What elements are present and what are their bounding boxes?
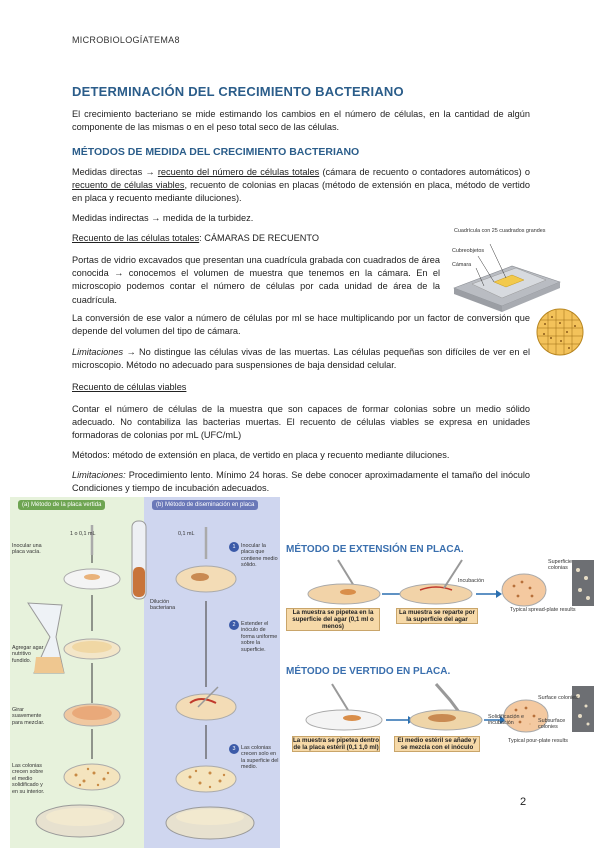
total-count-limitations [72,346,530,372]
spread-surface-label: Superficie colonias [548,559,572,572]
grid-micrograph-illustration [536,308,584,356]
total-count-heading-link: Recuento de las células totales [72,233,200,243]
section-heading: MÉTODOS DE MEDIDA DEL CRECIMIENTO BACTERIANO [72,146,360,158]
a-step-1: Inocular una placa vacía. [12,543,42,556]
limitations-text-1: → No distingue las células vivas de las muertas. Las células pequeñas son difíciles de ver en el microscopio. Método no adecuado para suspensiones de baja densidad celular. [72,347,530,371]
intro-paragraph: El crecimiento bacteriano se mide estimando los cambios en el número de células, en la cantidad de algún componente de las mismas o en el peso total seco de las células. [72,109,530,133]
tube-label: Dilución bacteriana [150,599,176,612]
chamber-label-cover: Cubreobjetos [452,248,485,254]
panel-b-volume: 0,1 mL [178,531,195,537]
total-count-heading [72,232,452,245]
direct-measures-paragraph [72,166,530,206]
b-step-2: Extender el inóculo de forma uniforme sobre la superficie. [241,621,278,653]
viable-count-limitations [72,469,530,495]
spread-method-title: MÉTODO DE EXTENSIÓN EN PLACA. [286,544,464,555]
page-number: 2 [520,796,527,808]
viable-count-paragraph-1: Contar el número de células de la muestra que son capaces de formar colonias sobre un medio sólido adecuado. No contabiliza las bacterias muertas. El recuento de células viables se expresa en unidades formadoras de colonias por mL (UFC/mL) [72,404,530,441]
a-step-3: Girar suavemente para mezclar. [12,707,45,726]
a-step-2: Agregar agar nutritivo fundido. [12,645,44,664]
pour-result-label: Typical pour-plate results [508,738,568,744]
panel-b-title: (b) Método de diseminación en placa [152,500,258,510]
counting-chamber-illustration [450,226,562,316]
pour-method-title: MÉTODO DE VERTIDO EN PLACA. [286,666,451,677]
pour-surface-label: Surface colonies [538,695,578,701]
pour-caption-1: La muestra se pipetea dentro de la placa estéril (0,1 1,0 ml) [293,737,379,751]
direct-lead: Medidas directas → [72,167,158,177]
plating-methods-figure [10,497,280,848]
b-step-number-1: 1 [232,544,236,550]
viable-count-heading: Recuento de células viables [72,382,187,392]
b-step-number-2: 2 [232,622,236,628]
spread-result-label: Typical spread-plate results [510,607,576,613]
limitations-label-1: Limitaciones [72,347,124,357]
direct-mid: (cámara de recuento o contadores automáticos) o [319,167,530,177]
total-count-paragraph-2: La conversión de ese valor a número de células por ml se hace multiplicando por un factor de conversión que depende del volumen del tipo de cámara. [72,313,530,337]
chamber-label-chamber: Cámara [452,262,472,268]
pour-incubation-label: Solidificación e incubación [488,714,524,727]
viable-count-paragraph-2: Métodos: método de extensión en placa, de vertido en placa y recuento mediante diluciones. [72,450,450,460]
b-step-3: Las colonias crecen solo en la superficie del medio. [241,745,279,771]
spread-caption-2: La muestra se reparte por la superficie del agar [396,608,478,624]
pour-caption-2: El medio estéril se añade y se mezcla con el inóculo [394,736,480,752]
indirect-measures-paragraph: Medidas indirectas → medida de la turbidez. [72,213,254,223]
b-step-1: Inocular la placa que contiene medio sólido. [241,543,278,569]
total-count-paragraph-1: Portas de vidrio excavados que presentan una cuadrícula grabada con cuadrados de área conocida → conocemos el volumen de muestra que tenemos en la cámara. En el microscopio podemos contar el número de células por cada unidad de área de la cuadrícula. [72,255,440,305]
running-header: MICROBIOLOGÍATEMA8 [72,35,180,45]
total-count-link: recuento del número de células totales [157,167,320,177]
counting-chamber-figure [450,226,562,316]
b-step-number-3: 3 [232,746,236,752]
chamber-label-grid: Cuadrícula con 25 cuadrados grandes [454,228,546,234]
spread-caption-1: La muestra se pipetea en la superficie del agar (0,1 ml o menos) [286,608,380,631]
total-count-heading-rest: : CÁMARAS DE RECUENTO [199,233,319,243]
pour-subsurface-label: Subsurface colonies [538,718,566,731]
limitations-label-2: Limitaciones: [72,470,126,480]
spread-incubation-label: Incubación [458,578,485,584]
direct-rest: , recuento de colonias en placas (método de extensión en placa, método de vertido en placa y recuento mediante diluciones). [72,180,530,204]
page-title: DETERMINACIÓN DEL CRECIMIENTO BACTERIANO [72,84,404,99]
viable-count-link: recuento de células viables [72,180,185,191]
a-step-4: Las colonias crecen sobre el medio solidificado y en su interior. [12,763,45,795]
panel-a-title: (a) Método de la placa vertida [18,500,105,510]
limitations-text-2: Procedimiento lento. Mínimo 24 horas. Se debe conocer aproximadamente el tamaño del inóculo Condiciones y tiempo de incubación adecuados. [72,470,530,494]
grid-micrograph [536,308,584,356]
panel-a-volume: 1 o 0,1 mL [70,531,96,537]
